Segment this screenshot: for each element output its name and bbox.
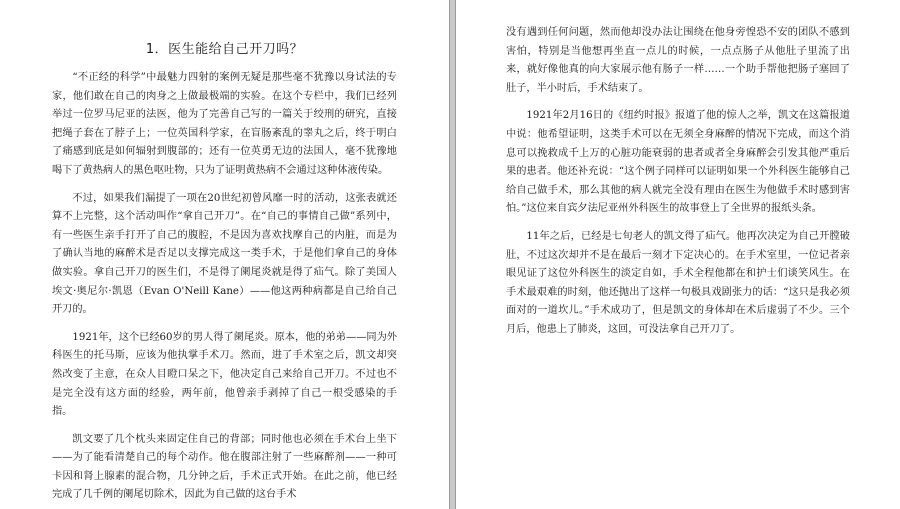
left-page (0, 0, 449, 509)
paragraph: 凯文要了几个枕头来固定住自己的背部；同时他也必须在手术台上坐下——为了能看清楚自己的每个动作。他在腹部注射了一些麻醉剂——一种可卡因和肾上腺素的混合物，几分钟之后，手术正式开始。在此之前，他已经完成了几千例的阑尾切除术，因此为自己做的这台手术 (52, 433, 397, 501)
paragraph: 11年之后，已经是七旬老人的凯文得了疝气。他再次决定为自己开膛破肚，不过这次却并不是在最后一刻才下定决心的。在手术室里，一位记者亲眼见证了这位外科医生的淡定自如，手术全程他都在和护士们谈笑风生。在手术最艰难的时刻，他还抛出了这样一句极具戏剧张力的话：“这只是我必须面对的一道坎儿。”手术成功了，但是凯文的身体却在术后虚弱了不少。三个月后，他患上了肺炎，这回，可没法拿自己开刀了。 (506, 230, 850, 335)
chapter-title: 1．医生能给自己开刀吗？ (145, 42, 304, 57)
paragraph: “不正经的科学”中最魅力四射的案例无疑是那些毫不犹豫以身试法的专家，他们敢在自己的肉身之上做最极端的实验。在这个专栏中，我们已经列举过一位罗马尼亚的法医，他为了完善自己写的一篇关于绞刑的研究，直接把绳子套在了脖子上；一位英国科学家，在盲肠紊乱的睾丸之后，终于明白了痛感到底是如何辐射到腹部的；还有一位英勇无边的法国人，毫不犹豫地喝下了黄热病人的黑色呕吐物，只为了证明黄热病不会通过这种体液传染。 (52, 72, 397, 176)
paragraph: 1921年，这个已经60岁的男人得了阑尾炎。原本，他的弟弟——同为外科医生的托马斯，应该为他执掌手术刀。然而，进了手术室之后，凯文却突然改变了主意，在众人目瞪口呆之下，他决定自己来给自己开刀。不过也不是完全没有这方面的经验，两年前，他曾亲手剥掉了自己一根受感染的手指。 (52, 331, 397, 418)
paragraph: 没有遇到任何问题，然而他却没办法让围绕在他身旁惶恐不安的团队不感到害怕，特别是当他想再坐直一点儿的时候，一点点肠子从他肚子里流了出来，就好像他真的向大家展示他有肠子一样……一个助手帮他把肠子塞回了肚子，半小时后，手术结束了。 (506, 27, 850, 94)
right-page (456, 0, 900, 509)
paragraph: 不过，如果我们漏提了一项在20世纪初曾风靡一时的活动，这张表就还算不上完整，这个活动叫作“拿自己开刀”。在“自己的事情自己做”系列中，有一些医生亲手打开了自己的腹腔，不是因为喜欢找摩自己的内脏，而是为了确认当地的麻醉术是否足以支撑完成这一类手术，于是他们拿自己的身体做实验。拿自己开刀的医生们，不是得了阑尾炎就是得了疝气。除了美国人埃文·奥尼尔·凯恩（Evan O'Neill Kane）——他这两种病都是自己给自己开刀的。 (52, 192, 397, 316)
paragraph: 1921年2月16日的《纽约时报》报道了他的惊人之举，凯文在这篇报道中说：他希望证明，这类手术可以在无须全身麻醉的情况下完成，而这个消息可以挽救成千上万的心脏功能衰弱的患者或者全身麻醉会引发其他严重后果的患者。他还补充说：“这个例子同样可以证明如果一个外科医生能够自己给自己做手术，那么其他的病人就完全没有理由在医生为他做手术时感到害怕。”这位来自宾夕法尼亚州外科医生的故事登上了全世界的报纸头条。 (506, 110, 850, 215)
page-divider (449, 0, 456, 509)
